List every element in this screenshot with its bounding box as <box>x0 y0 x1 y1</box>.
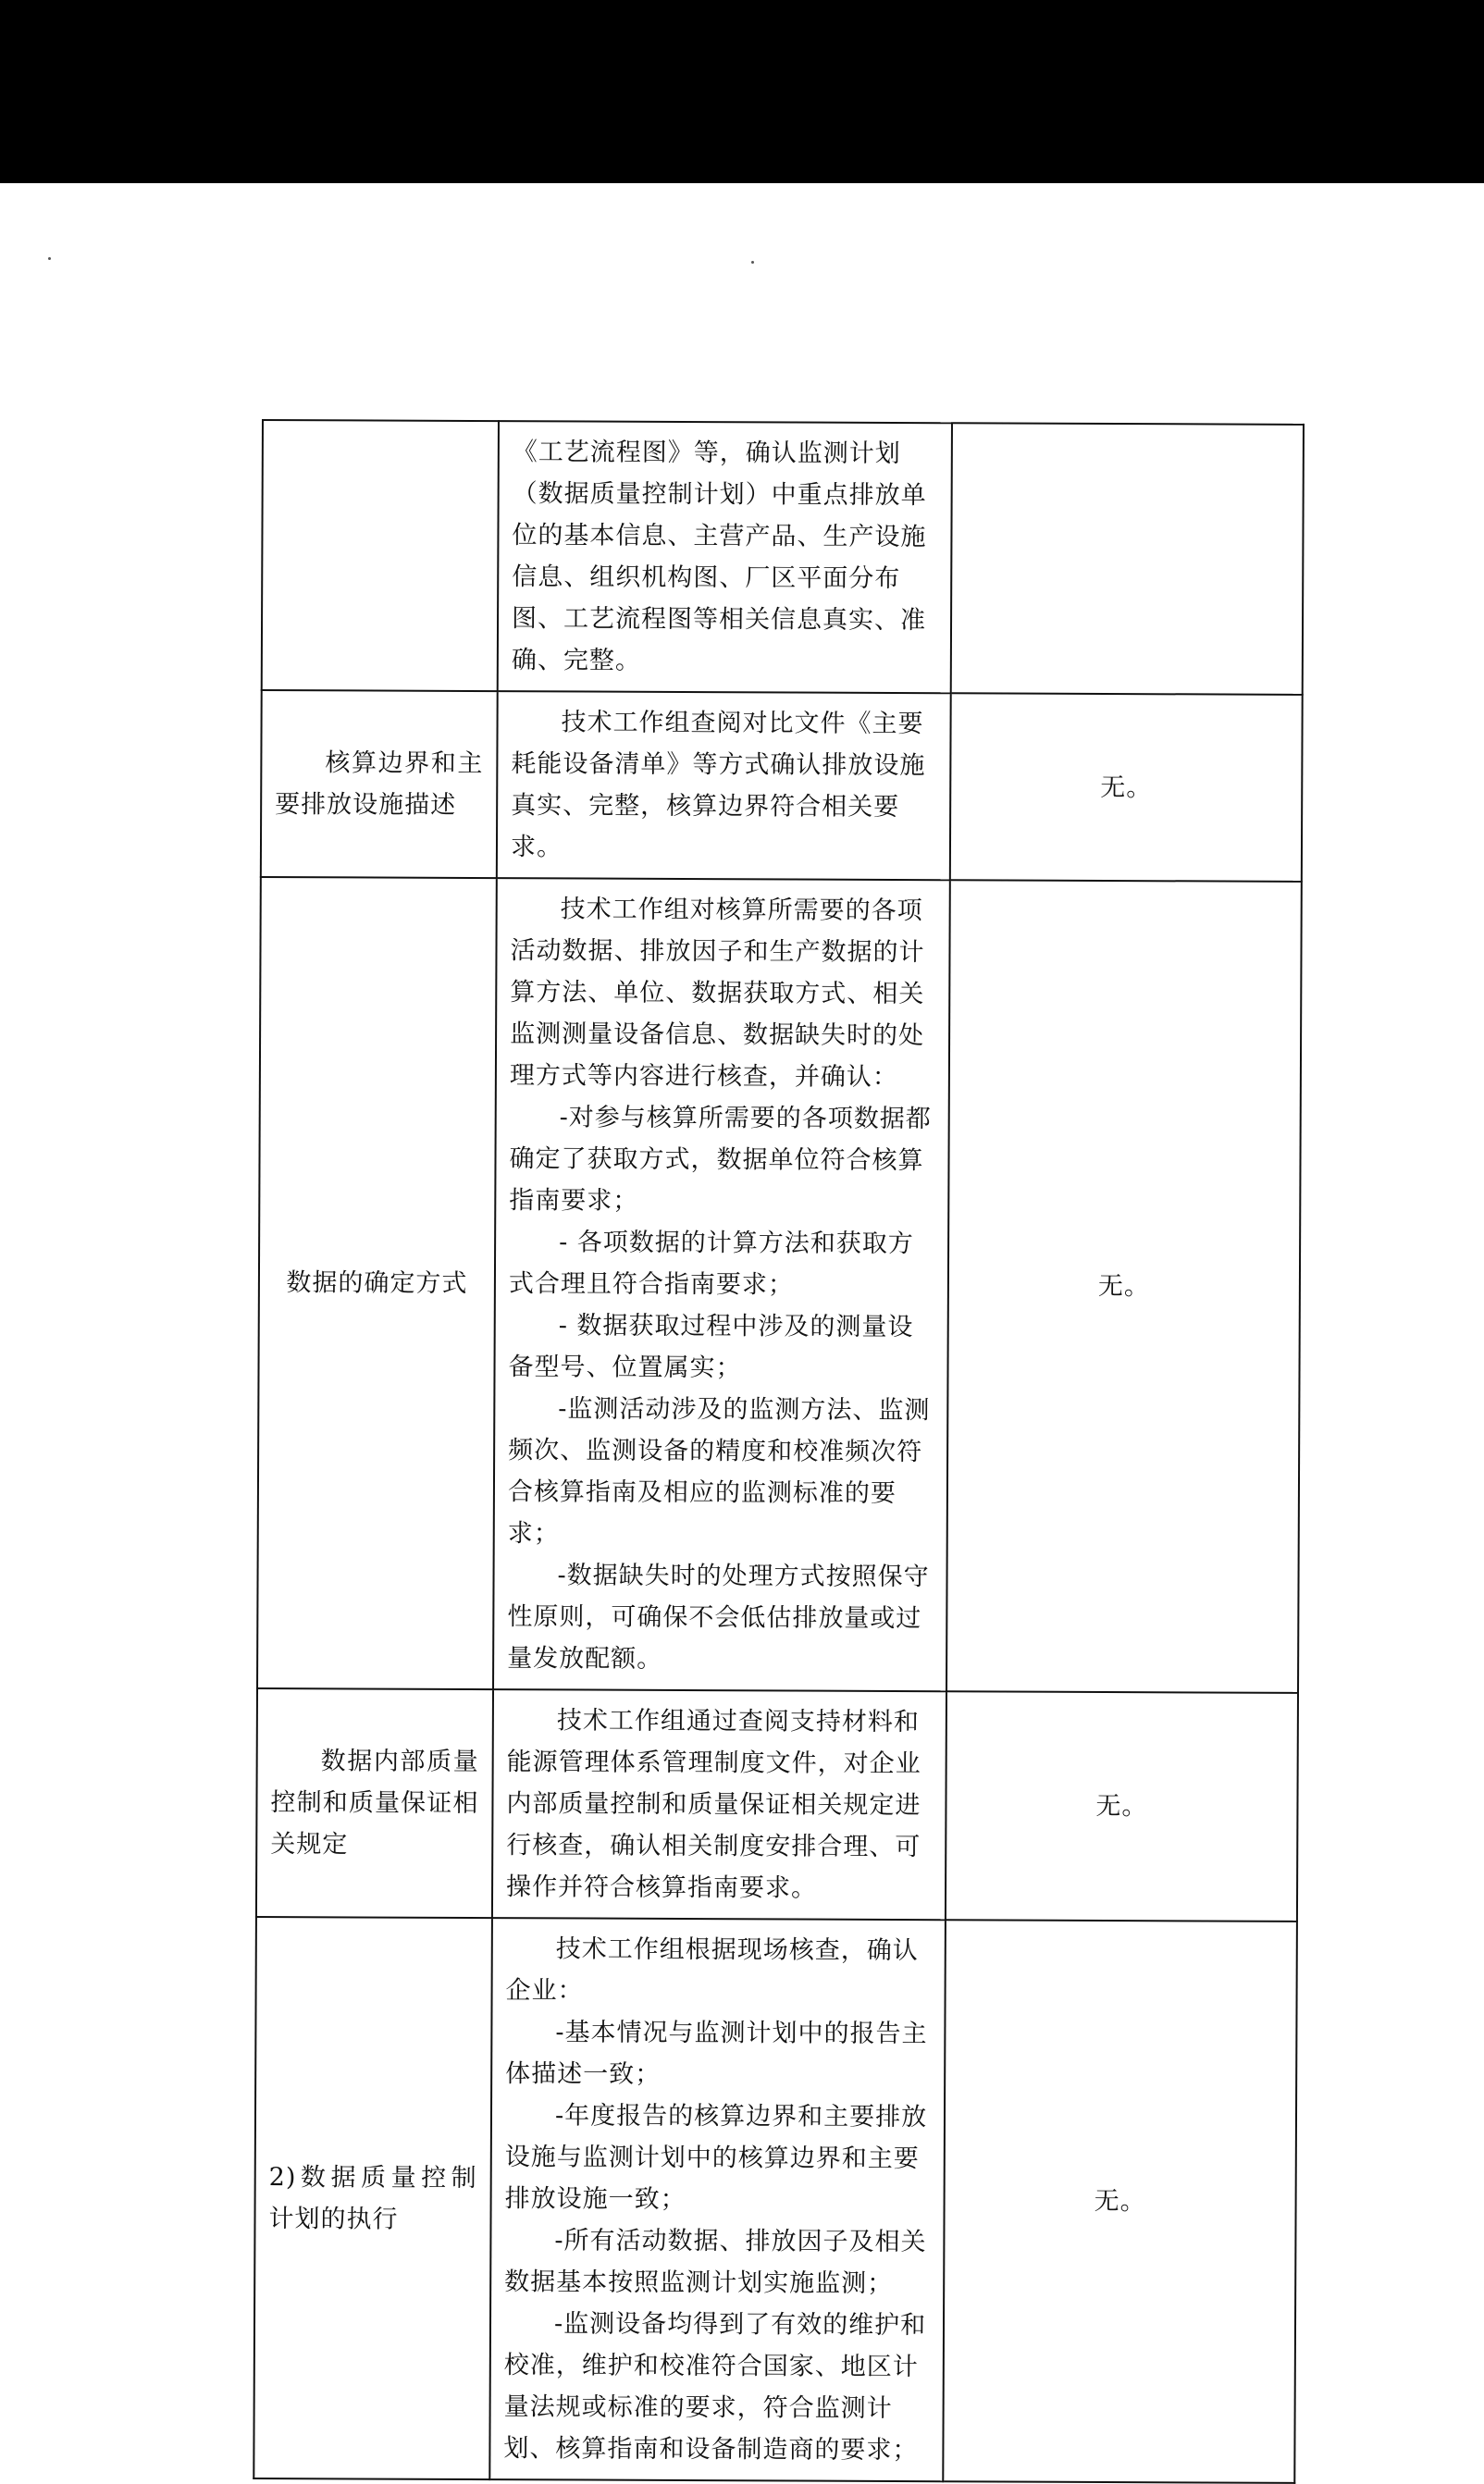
description-paragraph: -基本情况与监测计划中的报告主体描述一致； <box>505 2018 928 2089</box>
item-cell: 2)数据质量控制计划的执行 <box>254 1917 492 2479</box>
scan-speck <box>751 261 754 264</box>
description-paragraph: - 各项数据的计算方法和获取方式合理且符合指南要求； <box>508 1228 914 1300</box>
note-cell: 无。 <box>946 1691 1298 1922</box>
table-row <box>254 1917 1297 2483</box>
description-paragraph: -年度报告的核算边界和主要排放设施与监测计划中的核算边界和主要排放设施一致； <box>504 2101 928 2215</box>
description-paragraph: 技术工作组对核算所需要的各项活动数据、排放因子和生产数据的计算方法、单位、数据获取方式、相关监测测量设备信息、数据缺失时的处理方式等内容进行核查，并确认： <box>509 895 925 1093</box>
item-cell <box>262 420 499 691</box>
table-row <box>256 1688 1298 1922</box>
description-paragraph: 技术工作组根据现场核查，确认企业： <box>505 1934 919 2006</box>
description-paragraph: 技术工作组通过查阅支持材料和能源管理体系管理制度文件，对企业内部质量控制和质量保证相关规定进行核查，确认相关制度安排合理、可操作并符合核算指南要求。 <box>506 1706 921 1903</box>
table-row <box>262 420 1304 695</box>
description-cell <box>498 421 952 693</box>
note-cell: 无。 <box>946 880 1302 1693</box>
description-paragraph: -监测设备均得到了有效的维护和校准，维护和校准符合国家、地区计量法规或标准的要求，符合监测计划、核算指南和设备制造商的要求； <box>503 2309 927 2465</box>
description-cell <box>493 878 950 1691</box>
description-paragraph: 技术工作组查阅对比文件《主要耗能设备清单》等方式确认排放设施真实、完整，核算边界符合相关要求。 <box>510 708 926 862</box>
description-cell <box>492 1689 946 1920</box>
table-row <box>257 877 1302 1693</box>
verification-table <box>253 419 1305 2484</box>
description-paragraph: 《工艺流程图》等，确认监测计划（数据质量控制计划）中重点排放单位的基本信息、主营产品、生产设施信息、组织机构图、厂区平面分布图、工艺流程图等相关信息真实、准确、完整。 <box>511 438 927 675</box>
table-row <box>261 690 1303 882</box>
note-cell: 无。 <box>950 693 1303 882</box>
item-cell: 核算边界和主要排放设施描述 <box>261 690 498 878</box>
scan-border <box>0 0 1484 183</box>
note-cell: 无。 <box>943 1920 1297 2483</box>
description-paragraph: - 数据获取过程中涉及的测量设备型号、位置属实； <box>508 1311 914 1383</box>
description-paragraph: -监测活动涉及的监测方法、监测频次、监测设备的精度和校准频次符合核算指南及相应的监测标准的要求； <box>507 1394 931 1549</box>
note-cell <box>951 423 1304 695</box>
item-cell: 数据的确定方式 <box>257 877 497 1689</box>
description-paragraph: -对参与核算所需要的各项数据都确定了获取方式，数据单位符合核算指南要求； <box>509 1103 932 1216</box>
description-paragraph: -所有活动数据、排放因子及相关数据基本按照监测计划实施监测； <box>504 2226 927 2298</box>
scan-speck <box>48 257 51 260</box>
description-paragraph: -数据缺失时的处理方式按照保守性原则，可确保不会低估排放量或过量发放配额。 <box>507 1561 930 1674</box>
description-cell <box>497 691 951 880</box>
item-cell: 数据内部质量控制和质量保证相关规定 <box>256 1688 493 1918</box>
description-cell <box>489 1918 946 2481</box>
